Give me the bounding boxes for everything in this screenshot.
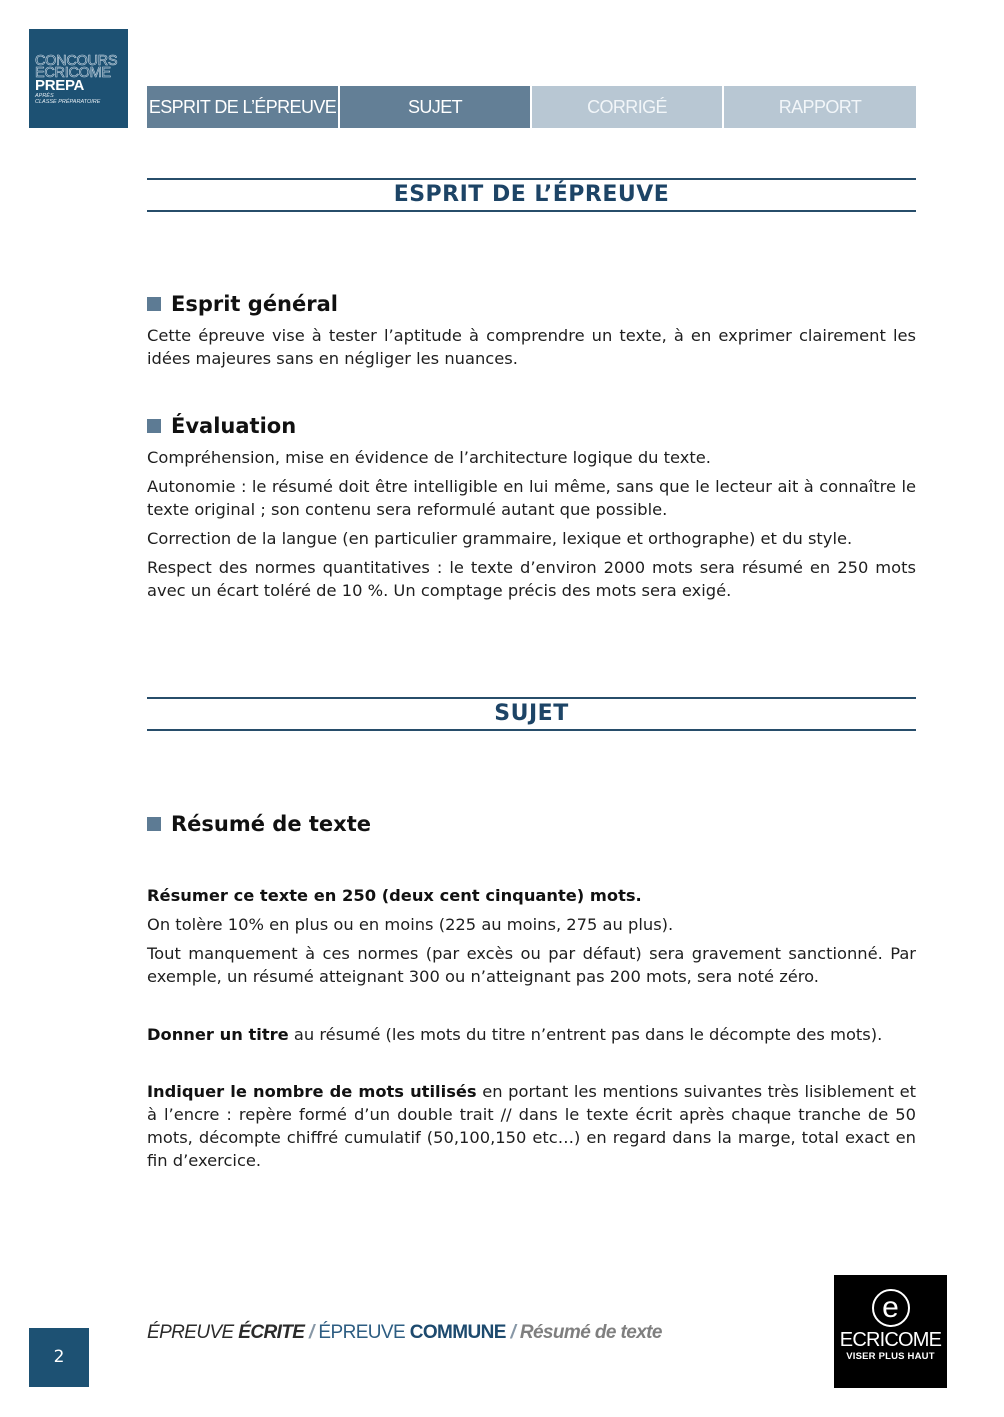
footer-ecrite: ÉCRITE — [238, 1322, 305, 1343]
footer-epreuve-2: ÉPREUVE — [318, 1322, 410, 1343]
square-bullet-icon — [147, 419, 161, 433]
paragraph-eval-comprehension: Compréhension, mise en évidence de l’architecture logique du texte. — [147, 448, 711, 467]
square-bullet-icon — [147, 297, 161, 311]
footer-breadcrumb — [147, 1322, 662, 1344]
section-title-esprit: ESPRIT DE L’ÉPREUVE — [147, 178, 916, 212]
section-tabs — [147, 86, 916, 128]
titre-bold: Donner un titre — [147, 1025, 289, 1044]
brand-name: ECRICOME — [839, 1329, 942, 1351]
paragraph-titre — [147, 1023, 916, 1046]
paragraph-nombre-mots — [147, 1080, 916, 1172]
footer-separator: / — [505, 1322, 520, 1343]
square-bullet-icon — [147, 817, 161, 831]
paragraph-sanction: Tout manquement à ces normes (par excès ou par défaut) sera gravement sanctionné. Par exemple, un résumé atteignant 300 ou n’atteignant pas 200 mots, sera noté zéro. — [147, 944, 916, 986]
instruction-resumer — [147, 884, 916, 907]
subheading-text: Esprit général — [171, 292, 338, 316]
paragraph-tolerance: On tolère 10% en plus ou en moins (225 au moins, 275 au plus). — [147, 915, 674, 934]
section-title-sujet: SUJET — [147, 697, 916, 731]
brand-tagline: VISER PLUS HAUT — [846, 1351, 935, 1362]
nombre-mots-bold: Indiquer le nombre de mots utilisés — [147, 1082, 477, 1101]
paragraph-eval-autonomie: Autonomie : le résumé doit être intelligible en lui même, sans que le lecteur ait à connaître le texte original ; son contenu sera reformulé autant que possible. — [147, 477, 916, 519]
paragraph-esprit-general: Cette épreuve vise à tester l’aptitude à comprendre un texte, à en exprimer clairement les idées majeures sans en négliger les nuances. — [147, 326, 916, 368]
logo-line-concours: CONCOURS — [35, 53, 118, 69]
ecricome-brand-logo — [834, 1275, 947, 1388]
subheading-esprit-general — [147, 292, 338, 316]
logo-line-ecricome: ECRICOME — [35, 65, 111, 81]
tab-sujet[interactable]: SUJET — [340, 86, 530, 128]
ecricome-e-icon: e — [872, 1289, 910, 1327]
logo-line-classe: CLASSE PRÉPARATOIRE — [35, 99, 101, 105]
page-number: 2 — [29, 1328, 89, 1387]
tab-esprit[interactable]: ESPRIT DE L’ÉPREUVE — [147, 86, 338, 128]
footer-epreuve: ÉPREUVE — [147, 1322, 239, 1343]
tab-rapport[interactable]: RAPPORT — [724, 86, 916, 128]
logo-line-apres: APRÈS — [35, 93, 54, 99]
paragraph-eval-normes: Respect des normes quantitatives : le texte d’environ 2000 mots sera résumé en 250 mots avec un écart toléré de 10 %. Un comptage précis des mots sera exigé. — [147, 558, 916, 600]
tab-corrige[interactable]: CORRIGÉ — [532, 86, 722, 128]
instruction-bold: Résumer ce texte en 250 (deux cent cinquante) mots. — [147, 886, 642, 905]
titre-rest: au résumé (les mots du titre n’entrent pas dans le décompte des mots). — [288, 1025, 883, 1044]
footer-separator: / — [304, 1322, 319, 1343]
subheading-text: Évaluation — [171, 414, 297, 438]
nombre-mots-rest: en portant les mentions suivantes très lisiblement et à l’encre : repère formé d’un double trait // dans le texte écrit après chaque tranche de 50 mots, décompte chiffré cumulatif (50,100,150 etc…) en regard dans la marge, total exact en fin d’exercice. — [147, 1082, 916, 1170]
subheading-resume — [147, 812, 371, 836]
footer-commune: COMMUNE — [409, 1322, 506, 1343]
logo-line-prepa: PREPA — [35, 77, 85, 94]
subheading-evaluation — [147, 414, 296, 438]
footer-resume: Résumé de texte — [519, 1322, 662, 1343]
subheading-text: Résumé de texte — [171, 812, 371, 836]
concours-logo — [29, 29, 128, 128]
paragraph-eval-correction: Correction de la langue (en particulier grammaire, lexique et orthographe) et du style. — [147, 529, 853, 548]
